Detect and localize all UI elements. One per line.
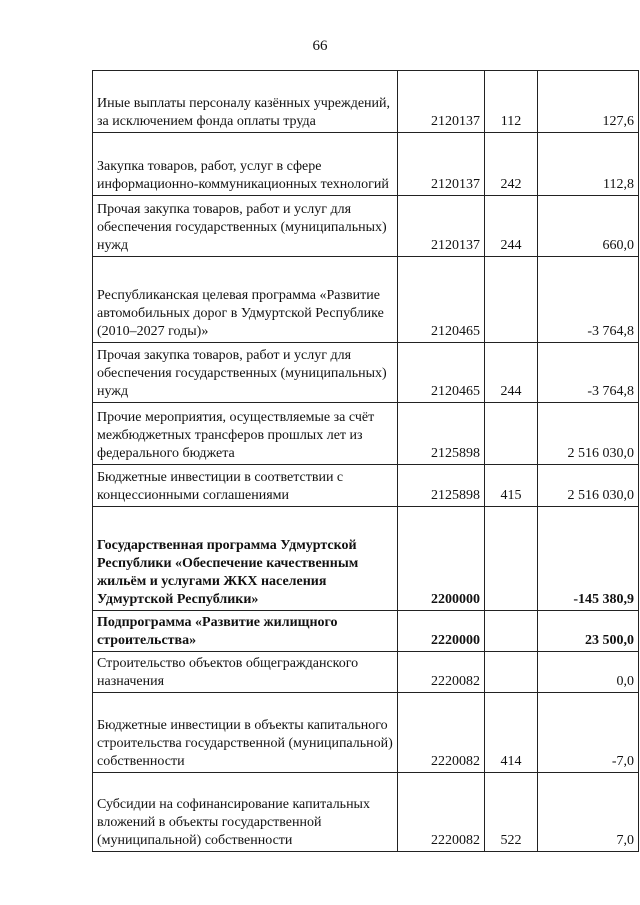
row-amount: -145 380,9	[538, 507, 639, 611]
row-code: 2220082	[398, 773, 485, 852]
row-code: 2200000	[398, 507, 485, 611]
row-code: 2125898	[398, 465, 485, 507]
row-name: Подпрограмма «Развитие жилищного строительства»	[93, 611, 398, 652]
row-code: 2120137	[398, 196, 485, 257]
row-amount: 2 516 030,0	[538, 403, 639, 465]
row-amount: 127,6	[538, 71, 639, 133]
table-row	[93, 611, 639, 652]
row-name: Строительство объектов общегражданского назначения	[93, 652, 398, 693]
row-name: Бюджетные инвестиции в объекты капитального строительства государственной (муниципальной) собственности	[93, 693, 398, 773]
budget-table	[92, 70, 639, 852]
table-row	[93, 343, 639, 403]
row-code: 2120465	[398, 343, 485, 403]
row-type: 244	[485, 196, 538, 257]
row-code: 2125898	[398, 403, 485, 465]
row-name: Закупка товаров, работ, услуг в сфере информационно-коммуникационных технологий	[93, 133, 398, 196]
row-type	[485, 611, 538, 652]
row-amount: -7,0	[538, 693, 639, 773]
table-row	[93, 403, 639, 465]
row-code: 2120465	[398, 257, 485, 343]
row-name: Субсидии на софинансирование капитальных вложений в объекты государственной (муниципальной) собственности	[93, 773, 398, 852]
row-amount: 112,8	[538, 133, 639, 196]
table-row	[93, 133, 639, 196]
row-amount: -3 764,8	[538, 343, 639, 403]
table-row	[93, 196, 639, 257]
row-type: 415	[485, 465, 538, 507]
table-row	[93, 71, 639, 133]
row-code: 2220082	[398, 652, 485, 693]
table-row	[93, 773, 639, 852]
row-type	[485, 507, 538, 611]
row-amount: 2 516 030,0	[538, 465, 639, 507]
table-row	[93, 507, 639, 611]
table-row	[93, 465, 639, 507]
row-amount: -3 764,8	[538, 257, 639, 343]
row-amount: 7,0	[538, 773, 639, 852]
table-row	[93, 652, 639, 693]
row-amount: 0,0	[538, 652, 639, 693]
row-amount: 660,0	[538, 196, 639, 257]
row-type: 244	[485, 343, 538, 403]
row-code: 2220082	[398, 693, 485, 773]
row-type: 242	[485, 133, 538, 196]
row-code: 2220000	[398, 611, 485, 652]
row-name: Государственная программа Удмуртской Республики «Обеспечение качественным жильём и услугами ЖКХ населения Удмуртской Республики»	[93, 507, 398, 611]
row-type	[485, 652, 538, 693]
row-type: 522	[485, 773, 538, 852]
table-row	[93, 257, 639, 343]
row-type	[485, 257, 538, 343]
row-amount: 23 500,0	[538, 611, 639, 652]
page-number: 66	[312, 38, 328, 54]
row-type: 414	[485, 693, 538, 773]
row-name: Прочие мероприятия, осуществляемые за счёт межбюджетных трансферов прошлых лет из федерального бюджета	[93, 403, 398, 465]
row-name: Иные выплаты персоналу казённых учреждений, за исключением фонда оплаты труда	[93, 71, 398, 133]
row-name: Бюджетные инвестиции в соответствии с концессионными соглашениями	[93, 465, 398, 507]
row-name: Прочая закупка товаров, работ и услуг для обеспечения государственных (муниципальных) нужд	[93, 196, 398, 257]
row-code: 2120137	[398, 71, 485, 133]
row-code: 2120137	[398, 133, 485, 196]
row-name: Прочая закупка товаров, работ и услуг для обеспечения государственных (муниципальных) нужд	[93, 343, 398, 403]
table-row	[93, 693, 639, 773]
row-type	[485, 403, 538, 465]
row-type: 112	[485, 71, 538, 133]
row-name: Республиканская целевая программа «Развитие автомобильных дорог в Удмуртской Республике (2010–2027 годы)»	[93, 257, 398, 343]
